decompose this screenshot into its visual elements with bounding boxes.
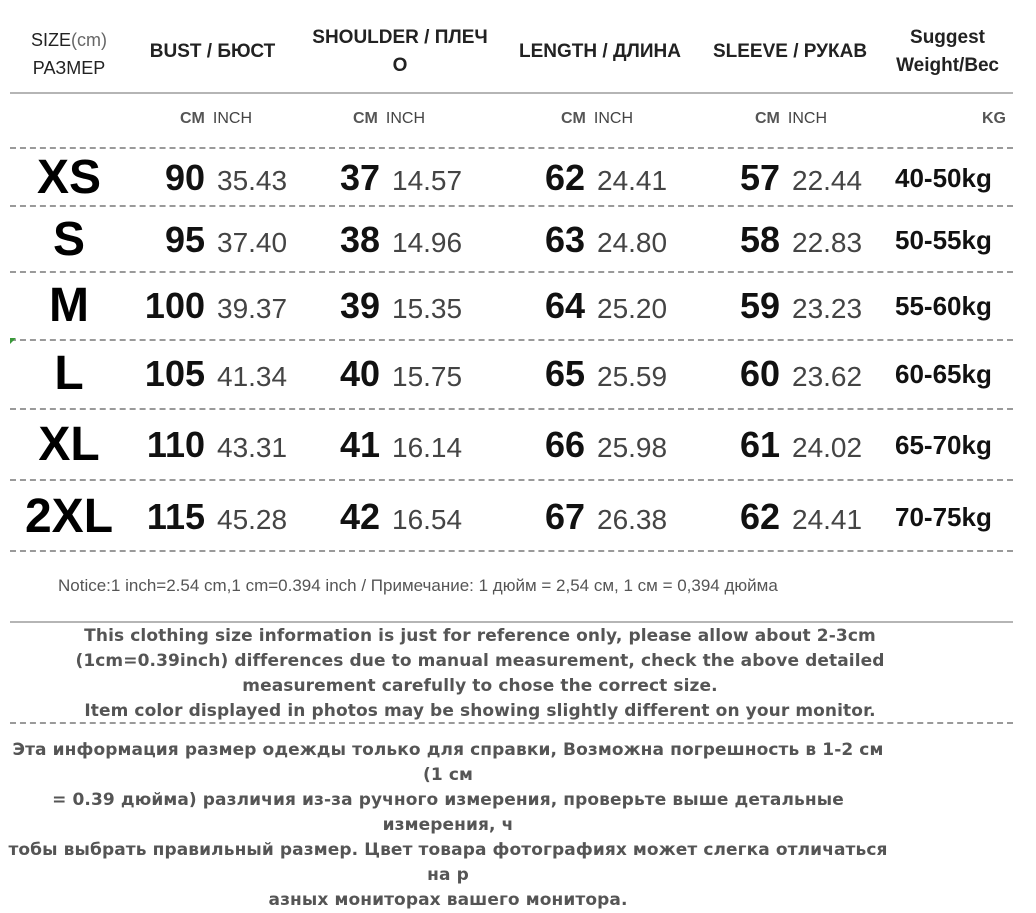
shoulder-cm: 37 — [339, 157, 380, 198]
shoulder-cell — [325, 273, 462, 347]
shoulder-cm: 39 — [339, 285, 380, 326]
bust-inch: 37.40 — [217, 227, 288, 258]
size-label: M — [49, 279, 89, 332]
bust-cm: 110 — [146, 424, 205, 465]
sleeve-cm: 58 — [739, 219, 780, 260]
bust-cm: 95 — [164, 219, 205, 260]
disclaimer-ru-line: тобы выбрать правильный размер. Цвет товара фотографиях может слегка отличаться на р — [8, 840, 888, 885]
header-weight — [880, 24, 1015, 80]
length-inch: 24.41 — [597, 165, 668, 196]
header-sleeve: SLEEVE / РУКАВ — [712, 41, 868, 62]
length-inch: 25.98 — [597, 432, 668, 463]
length-cm: 67 — [544, 496, 585, 537]
unit-sleeve — [755, 110, 827, 128]
bust-cell — [135, 207, 287, 281]
unit-bust — [180, 110, 252, 128]
length-inch: 24.80 — [597, 227, 668, 258]
bust-cm: 100 — [144, 285, 205, 326]
disclaimer-divider — [10, 722, 1013, 724]
sleeve-cm: 62 — [739, 496, 780, 537]
unit-inch: INCH — [593, 110, 633, 127]
size-label: XL — [38, 418, 100, 471]
unit-cm: CM — [561, 110, 586, 127]
bust-cm: 105 — [144, 353, 205, 394]
size-label: L — [54, 347, 84, 400]
length-cell — [530, 207, 667, 281]
sleeve-cm: 60 — [739, 353, 780, 394]
unit-length — [561, 110, 633, 128]
length-cell — [530, 412, 667, 486]
bust-cell — [135, 273, 287, 347]
unit-cm: CM — [755, 110, 780, 127]
weight-cell: 70-75kg — [895, 502, 992, 532]
sleeve-inch: 22.44 — [792, 165, 863, 196]
sleeve-inch: 24.02 — [792, 432, 863, 463]
disclaimer-en-line: measurement carefully to chose the correct size. — [242, 676, 718, 696]
length-cm: 62 — [544, 157, 585, 198]
header-size — [10, 26, 128, 82]
shoulder-cell — [325, 341, 462, 415]
length-inch: 25.20 — [597, 293, 668, 324]
unit-inch: INCH — [385, 110, 425, 127]
sleeve-inch: 23.23 — [792, 293, 863, 324]
length-cm: 66 — [544, 424, 585, 465]
shoulder-cell — [325, 207, 462, 281]
header-shoulder-line1: SHOULDER / ПЛЕЧ — [312, 27, 488, 48]
table-row — [0, 273, 1036, 339]
header-length: LENGTH / ДЛИНА — [519, 41, 681, 62]
length-cell — [530, 484, 667, 558]
sleeve-cell — [725, 207, 862, 281]
header-size-ru: РАЗМЕР — [32, 58, 106, 78]
weight-cell: 55-60kg — [895, 291, 992, 321]
unit-inch: INCH — [787, 110, 827, 127]
length-cell — [530, 273, 667, 347]
bust-inch: 45.28 — [217, 504, 288, 535]
disclaimer-ru — [8, 738, 888, 913]
sleeve-inch: 24.41 — [792, 504, 863, 535]
shoulder-cm: 40 — [339, 353, 380, 394]
divider — [10, 479, 1013, 481]
bust-cell — [135, 412, 287, 486]
size-label: 2XL — [24, 490, 114, 543]
table-row — [0, 145, 1036, 211]
length-inch: 26.38 — [597, 504, 668, 535]
unit-cm: CM — [180, 110, 205, 127]
shoulder-inch: 16.54 — [392, 504, 463, 535]
disclaimer-en-line: This clothing size information is just for reference only, please allow about 2-3cm — [84, 626, 876, 646]
disclaimer-en-line: Item color displayed in photos may be showing slightly different on your monitor. — [84, 701, 876, 721]
header-size-label: SIZE — [31, 30, 72, 50]
conversion-notice: Notice:1 inch=2.54 cm,1 cm=0.394 inch / Примечание: 1 дюйм = 2,54 см, 1 см = 0,394 дюйма — [58, 576, 778, 595]
sleeve-cell — [725, 412, 862, 486]
weight-cell: 65-70kg — [895, 430, 992, 460]
sleeve-cell — [725, 273, 862, 347]
length-cm: 63 — [544, 219, 585, 260]
shoulder-cm: 41 — [339, 424, 380, 465]
shoulder-inch: 14.57 — [392, 165, 463, 196]
length-cm: 65 — [544, 353, 585, 394]
bust-cell — [135, 484, 287, 558]
bust-inch: 41.34 — [217, 361, 288, 392]
divider — [10, 550, 1013, 552]
bust-cm: 115 — [146, 496, 205, 537]
header-size-unit: (cm) — [71, 30, 107, 50]
shoulder-cm: 38 — [339, 219, 380, 260]
header-divider — [10, 92, 1013, 94]
header-bust: BUST / БЮСТ — [149, 41, 276, 62]
size-label: S — [52, 213, 85, 266]
bust-cm: 90 — [164, 157, 205, 198]
shoulder-inch: 15.75 — [392, 361, 463, 392]
unit-inch: INCH — [212, 110, 252, 127]
unit-kg: KG — [982, 110, 1006, 127]
disclaimer-ru-line: азных мониторах вашего монитора. — [268, 890, 628, 910]
table-row — [0, 412, 1036, 478]
size-label: XS — [36, 151, 102, 204]
weight-cell: 40-50kg — [895, 163, 992, 193]
sleeve-cell — [725, 341, 862, 415]
table-row — [0, 341, 1036, 407]
unit-cm: CM — [353, 110, 378, 127]
header-weight-line2: Weight/Вес — [896, 55, 999, 76]
sleeve-cm: 57 — [739, 157, 780, 198]
weight-cell: 50-55kg — [895, 225, 992, 255]
length-cm: 64 — [544, 285, 585, 326]
unit-weight — [982, 110, 1006, 128]
unit-shoulder — [353, 110, 425, 128]
header-weight-line1: Suggest — [910, 27, 985, 48]
disclaimer-ru-line: = 0.39 дюйма) различия из-за ручного измерения, проверьте выше детальные измерения, ч — [52, 790, 844, 835]
weight-cell: 60-65kg — [895, 359, 992, 389]
disclaimer-ru-line: Эта информация размер одежды только для справки, Возможна погрешность в 1-2 см (1 см — [12, 740, 884, 785]
bust-inch: 35.43 — [217, 165, 288, 196]
bust-cell — [135, 341, 287, 415]
disclaimer-en-line: (1cm=0.39inch) differences due to manual measurement, check the above detailed — [75, 651, 885, 671]
shoulder-inch: 14.96 — [392, 227, 463, 258]
shoulder-cell — [325, 412, 462, 486]
sleeve-cm: 59 — [739, 285, 780, 326]
length-inch: 25.59 — [597, 361, 668, 392]
bust-inch: 43.31 — [217, 432, 288, 463]
shoulder-cell — [325, 484, 462, 558]
shoulder-inch: 15.35 — [392, 293, 463, 324]
table-row — [0, 484, 1036, 550]
length-cell — [530, 341, 667, 415]
bust-inch: 39.37 — [217, 293, 288, 324]
sleeve-inch: 23.62 — [792, 361, 863, 392]
shoulder-cm: 42 — [339, 496, 380, 537]
divider — [10, 408, 1013, 410]
notice-divider — [10, 621, 1013, 623]
sleeve-cell — [725, 484, 862, 558]
header-shoulder-line2: О — [392, 55, 408, 76]
sleeve-cm: 61 — [739, 424, 780, 465]
shoulder-inch: 16.14 — [392, 432, 463, 463]
table-row — [0, 207, 1036, 273]
disclaimer-en — [35, 624, 925, 724]
header-shoulder — [300, 24, 500, 80]
sleeve-inch: 22.83 — [792, 227, 863, 258]
